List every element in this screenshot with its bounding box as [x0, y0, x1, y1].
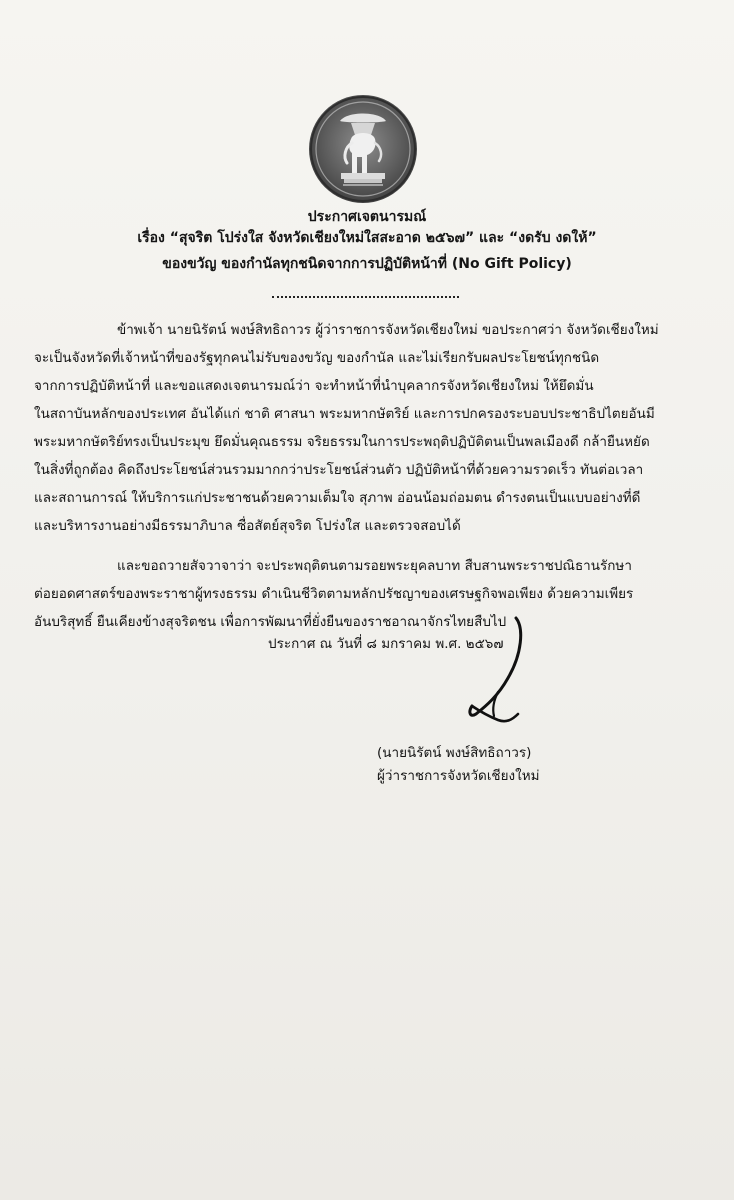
paragraph-line: พระมหากษัตริย์ทรงเป็นประมุข ยึดมั่นคุณธรรม จริยธรรมในการประพฤติปฏิบัติตนเป็นพลเมืองดี กล้ายืนหยัด	[34, 434, 650, 450]
signer-name: (นายนิรัตน์ พงษ์สิทธิถาวร)	[377, 745, 532, 761]
paragraph-line: และสถานการณ์ ให้บริการแก่ประชาชนด้วยความเต็มใจ สุภาพ อ่อนน้อมถ่อมตน ดำรงตนเป็นแบบอย่างที่ดี	[34, 490, 641, 506]
thai-provincial-seal-icon	[307, 93, 419, 205]
paragraph-line: จากการปฏิบัติหน้าที่ และขอแสดงเจตนารมณ์ว่า จะทำหน้าที่นำบุคลากรจังหวัดเชียงใหม่ ให้ยึดมั่น	[34, 378, 594, 394]
announcement-date: ประกาศ ณ วันที่ ๘ มกราคม พ.ศ. ๒๕๖๗	[268, 636, 504, 652]
dotted-divider	[272, 296, 459, 298]
announcement-subject-continued: ของขวัญ ของกำนัลทุกชนิดจากการปฏิบัติหน้าที่ (No Gift Policy)	[162, 256, 572, 272]
paragraph-line: ข้าพเจ้า นายนิรัตน์ พงษ์สิทธิถาวร ผู้ว่าราชการจังหวัดเชียงใหม่ ขอประกาศว่า จังหวัดเชียงใหม่	[117, 322, 659, 338]
paragraph-line: จะเป็นจังหวัดที่เจ้าหน้าที่ของรัฐทุกคนไม่รับของขวัญ ของกำนัล และไม่เรียกรับผลประโยชน์ทุกชนิด	[34, 350, 600, 366]
declaration-paragraph	[34, 316, 699, 540]
paragraph-line: ต่อยอดศาสตร์ของพระราชาผู้ทรงธรรม ดำเนินชีวิตตามหลักปรัชญาของเศรษฐกิจพอเพียง ด้วยความเพียร	[34, 586, 634, 602]
paragraph-line: และขอถวายสัจวาจาว่า จะประพฤติตนตามรอยพระยุคลบาท สืบสานพระราชปณิธานรักษา	[117, 558, 632, 574]
paragraph-line: อันบริสุทธิ์ ยืนเคียงข้างสุจริตชน เพื่อการพัฒนาที่ยั่งยืนของราชอาณาจักรไทยสืบไป	[34, 614, 507, 630]
announcement-title: ประกาศเจตนารมณ์	[307, 209, 427, 225]
handwritten-signature-icon	[458, 608, 558, 738]
paragraph-line: และบริหารงานอย่างมีธรรมาภิบาล ซื่อสัตย์สุจริต โปร่งใส และตรวจสอบได้	[34, 518, 461, 534]
signer-title: ผู้ว่าราชการจังหวัดเชียงใหม่	[377, 768, 540, 784]
paragraph-line: ในสิ่งที่ถูกต้อง คิดถึงประโยชน์ส่วนรวมมากกว่าประโยชน์ส่วนตัว ปฏิบัติหน้าที่ด้วยความรวดเร็ว ทันต่อเวลา	[34, 462, 644, 478]
paragraph-line: ในสถาบันหลักของประเทศ อันได้แก่ ชาติ ศาสนา พระมหากษัตริย์ และการปกครองระบอบประชาธิปไตยอันมี	[34, 406, 655, 422]
announcement-subject: เรื่อง “สุจริต โปร่งใส จังหวัดเชียงใหม่ใสสะอาด ๒๕๖๗” และ “งดรับ งดให้”	[137, 230, 597, 246]
oath-paragraph	[34, 552, 699, 636]
